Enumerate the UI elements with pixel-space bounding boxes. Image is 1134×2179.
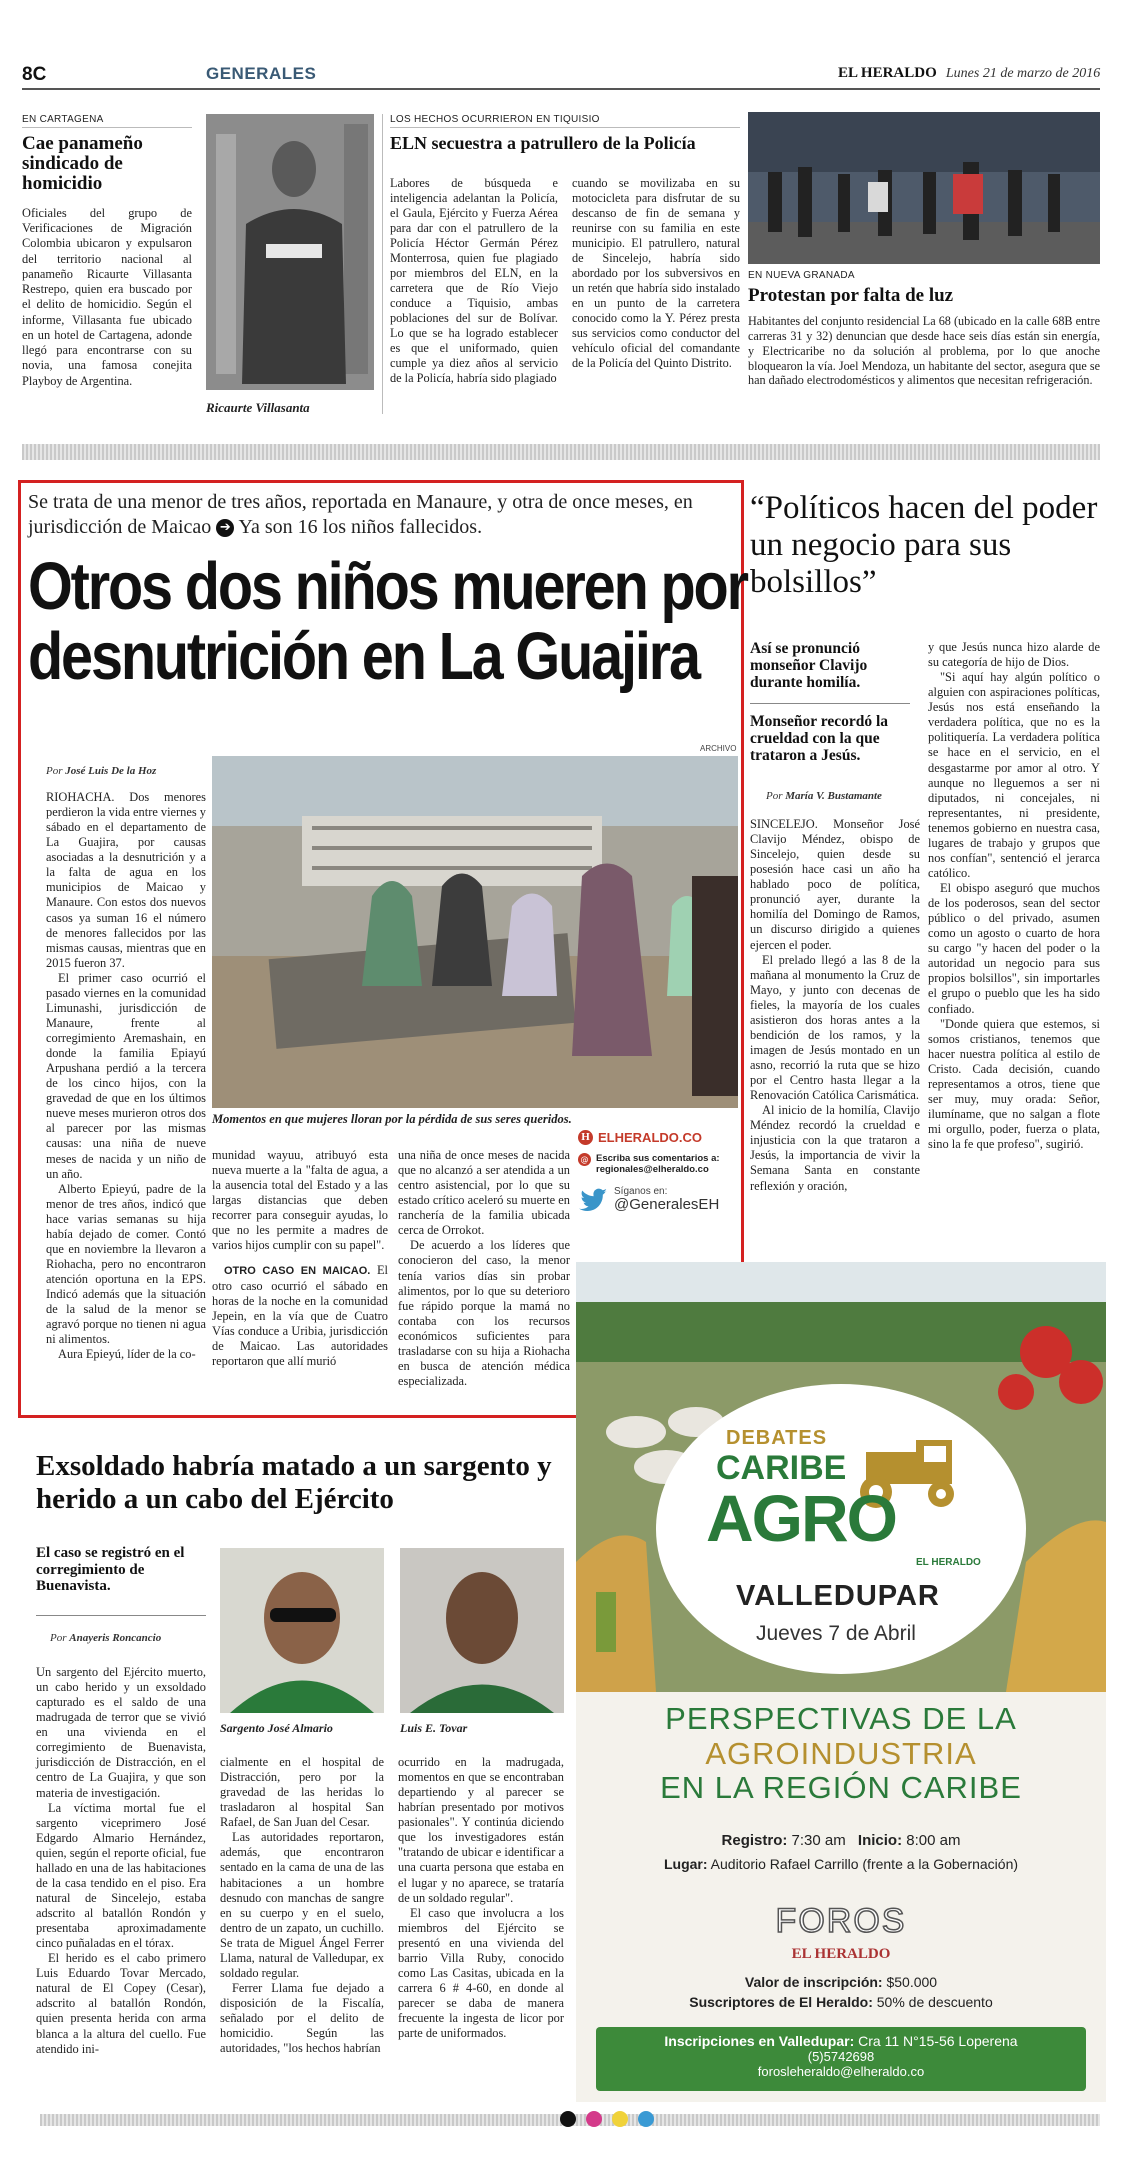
granada-body: Habitantes del conjunto residencial La 68 (ubicado en la calle 68B entre carreras 31 y 32) denuncian que desde hace seis días están sin energía, y Electricaribe no da solución al problema, por lo que anoche bloquearon la vía. Joel Mendoza, un habitante del sector, asegura que se han dañado electrodomésticos y alimentos que necesitan refrigeración. bbox=[748, 313, 1100, 388]
soldier-col3-p2: El caso que involucra a los miembros del Ejército se presentó en una vivienda del barrio Villa Ruby, conocido como Las Casitas, ubicada en la carrera 6 # 4-60, en donde al parecer se daba de manera frecuente la ingesta de licor por parte de uniformados. bbox=[398, 1905, 564, 2041]
opinion-sub1: Así se pronunció monseñor Clavijo durante homilía. bbox=[750, 640, 868, 692]
masthead bbox=[838, 62, 1100, 82]
tovar-caption: Luis E. Tovar bbox=[400, 1721, 468, 1735]
soldier-col1-p3: El herido es el cabo primero Luis Eduardo Tovar Mercado, natural de El Copey (Cesar), adscrito al batallón Rondón, quien presenta herida con arma blanca a la altura del cuello. Fue atendido ini- bbox=[36, 1951, 206, 2056]
ad-debates: DEBATES bbox=[726, 1427, 828, 1449]
soldier-byline bbox=[50, 1632, 161, 1644]
ad-registro-label: Registro: bbox=[721, 1832, 788, 1849]
opinion-byline bbox=[766, 790, 882, 802]
main-photo-caption: Momentos en que mujeres lloran por la pérdida de sus seres queridos. bbox=[212, 1112, 572, 1126]
opinion-col2-p4: "Donde quiera que estemos, si somos cristianos, tenemos que hacer nuestra política al estilo de Cristo. Cada decisión, cuando representamos a otros, tiene que ser muy, muy orada: Señor, ilumíname, que no salgan a flote mi orgullo, poder, fuerza o plata, sino la fe que profeso", sugirió. bbox=[928, 1016, 1100, 1152]
section-title: GENERALES bbox=[206, 64, 317, 83]
opinion-headline: “Políticos hacen del poder un negocio para sus bolsillos” bbox=[750, 490, 1098, 600]
tovar-portrait bbox=[400, 1548, 564, 1713]
main-col1-p1: RIOHACHA. Dos menores perdieron la vida entre viernes y sábado en el departamento de La Guajira, por causas asociadas a la desnutrición y a la falta de agua en los municipios de Maicao y Manaure. Con estos dos nuevos casos ya suman 16 el número de menores fallecidos por las mismas causas, mientras que en 2015 fueron 37. bbox=[46, 790, 206, 970]
page-number: 8C bbox=[22, 64, 47, 85]
opinion-col1-p2: El prelado llegó a las 8 de la mañana al monumento la Cruz de Mayo, y junto con decenas de fieles, la mayoría de los cuales asistieron dos horas antes a la bendición de los ramos, y la imagen de Jesús montado en un asno, recorrió la ruta que se hizo por el Centro hasta llegar a la Renovación Católica Carismática. bbox=[750, 952, 920, 1103]
ad-title-line2: AGROINDUSTRIA bbox=[705, 1735, 977, 1771]
mark-yellow-icon bbox=[612, 2111, 628, 2127]
cartagena-headline: Cae panameño sindicado de homicidio bbox=[22, 133, 143, 194]
ad-footer-email[interactable]: forosleheraldo@elheraldo.co bbox=[757, 2064, 925, 2079]
heraldo-logo-icon: H bbox=[578, 1130, 593, 1145]
ad-city: VALLEDUPAR bbox=[736, 1580, 940, 1612]
opinion-sub2: Monseñor recordó la crueldad con la que trataron a Jesús. bbox=[750, 713, 889, 765]
main-headline-line2: desnutrición en La Guajira bbox=[28, 619, 699, 695]
granada-brief bbox=[748, 270, 1100, 388]
ad-caribe: CARIBE bbox=[716, 1449, 847, 1487]
soldier-col2-p1: cialmente en el hospital de Distracción, pero por la gravedad de las heridas lo trasladaron al hospital San Rafael, de San Juan del Cesar. bbox=[220, 1755, 384, 1830]
main-col1-p3: Alberto Epieyú, padre de la menor de tres años, indicó que hace varias semanas su hija había dejado de comer. Contó que en noviembre la llevaron a Riohacha, pero no encontraron atención oportuna en la EPS. Indicó además que la situación de la salud de la menor se agravó porque no tienen ni agua ni alimentos. bbox=[46, 1181, 206, 1347]
deck-text: Se trata de una menor de tres años, reportada en Manaure, y otra de once meses, en jurisdicción de Maicao bbox=[28, 491, 693, 538]
main-col1-p2: El primer caso ocurrió el pasado viernes en la comunidad Limunashi, jurisdicción de Manaure, frente al corregimiento Aremashain, en donde la familia Epiayú Arpushana perdió a la tercera de los cinco hijos, con la gravedad de que en los últimos nueve meses murieron otros dos al parecer por las mismas causas: una niña de nueve meses de nacida y un niño de un año. bbox=[46, 970, 206, 1181]
granada-headline: Protestan por falta de luz bbox=[748, 285, 954, 306]
soldier-col3-p1: ocurrido en la madrugada, momentos en que se encontraban departiendo y al parecer se habrían presentado por motivos pasionales". Y continúa diciendo que los investigadores están "tratando de ubicar e identificar a una cuarta persona que estaba en el lugar y no aparece, se trataría de un soldado regular". bbox=[398, 1755, 564, 1905]
opinion-sub-rule bbox=[750, 703, 910, 704]
ad-lugar bbox=[576, 1856, 1106, 1872]
site-link[interactable]: ELHERALDO.CO bbox=[598, 1130, 702, 1145]
main-col2-p1: munidad wayuu, atribuyó esta nueva muerte a la "falta de agua, a la ausencia total del Estado y a las largas distancias que deben recorrer para conseguir ayudas, lo que no les permite a madres de varios hijos cumplir con su papel". bbox=[212, 1148, 388, 1253]
byline-prefix: Por bbox=[50, 1632, 67, 1644]
ad-price bbox=[576, 1974, 1106, 1990]
protest-photo bbox=[748, 112, 1100, 264]
twitter-icon bbox=[578, 1188, 608, 1212]
eln-brief bbox=[390, 114, 740, 153]
soldier-col2-p2: Las autoridades reportaron, además, que encontraron sentado en la cama de una de las habitaciones a un hombre desnudo con manchas de sangre en su cuerpo y en el suelo, dentro de un zapato, un cuchillo. Se trata de Miguel Ángel Ferrer Llama, natural de Valledupar, ex soldado regular. bbox=[220, 1830, 384, 1980]
comment-icon: @ bbox=[578, 1153, 591, 1166]
mark-magenta-icon bbox=[586, 2111, 602, 2127]
soldier-sub-rule bbox=[36, 1615, 206, 1616]
ad-inicio-time: 8:00 am bbox=[906, 1832, 961, 1849]
ad-price-label: Valor de inscripción: bbox=[744, 1974, 883, 1990]
main-byline bbox=[46, 765, 156, 777]
soldier-col3 bbox=[398, 1755, 564, 2041]
soldier-col1-p2: La víctima mortal fue el sargento viceprimero José Edgardo Almario Hernández, quien, según el reporte oficial, fue hallado en una de las habitaciones de la casa tendido en el piso. Era natural de Sincelejo, estaba adscrito al batallón Rondón y presentaba aproximadamente cinco puñaladas en el tórax. bbox=[36, 1800, 206, 1951]
cartagena-brief bbox=[22, 114, 192, 389]
mark-cyan-icon bbox=[638, 2111, 654, 2127]
opinion-col2-p2: "Si aquí hay algún político o alguien con aspiraciones políticas, Jesús nos está enseñando la verdadera política, que no es la politiquería. La verdadera política se hace en el servicio, en el desgastarme por amor al otro. Y aunque no lleguemos a ser ni diputados, ni concejales, ni representantes, ni presidente, tenemos gobierno en nuestra casa, lugares de trabajo y grupos que nos confían", sentenció el jerarca católico. bbox=[928, 670, 1100, 880]
eln-col2: cuando se movilizaba en su motocicleta para disfrutar de su descanso de fin de semana y reunirse con su familia en este municipio. El patrullero, natural de Sincelejo, habría sido abordado por los subversivos en un retén que habría sido instalado en un punto de la carretera conocido como la Y. Pérez presta sus servicios como conductor del vehículo oficial del comandante de la Policía del Quinto Distrito. bbox=[572, 176, 740, 370]
twitter-handle[interactable]: @GeneralesEH bbox=[614, 1195, 720, 1213]
masthead-name: EL HERALDO bbox=[838, 65, 937, 81]
main-col3-p2: De acuerdo a los líderes que conocieron del caso, la menor tenía varios días sin probar alimentos, por lo que su deterioro fue rápido porque la mamá no contaba con los recursos económicos suficientes para trasladarse con su hija a Riohacha en busca de atención médica especializada. bbox=[398, 1238, 570, 1388]
ad-schedule bbox=[576, 1832, 1106, 1849]
ad-brand: EL HERALDO bbox=[916, 1557, 981, 1568]
granada-kicker: EN NUEVA GRANADA bbox=[748, 270, 855, 281]
byline-prefix: Por bbox=[46, 765, 63, 777]
sargento-caption: Sargento José Almario bbox=[220, 1721, 333, 1735]
main-headline-line1: Otros dos niños mueren por bbox=[28, 549, 747, 624]
comments-label: Escriba sus comentarios a: bbox=[596, 1153, 720, 1164]
byline-author: Anayeris Roncancio bbox=[69, 1632, 162, 1644]
soldier-col1-p1: Un sargento del Ejército muerto, un cabo herido y un exsoldado capturado es el saldo de una madrugada de terror que se vivió en una vivienda en el corregimiento de Buenavista, jurisdicción de Distracción, en el centro de La Guajira, y que son materia de investigación. bbox=[36, 1665, 206, 1800]
ad-subs-value: 50% de descuento bbox=[876, 1994, 993, 2010]
ad-inicio-label: Inicio: bbox=[857, 1832, 903, 1849]
ad-footer bbox=[596, 2027, 1086, 2091]
mark-black-icon bbox=[560, 2111, 576, 2127]
registration-marks bbox=[560, 2111, 654, 2127]
ad-foros-brand: EL HERALDO bbox=[791, 1946, 891, 1962]
main-col1 bbox=[46, 790, 206, 1362]
twitter-label: Síganos en: bbox=[614, 1185, 668, 1197]
header-rule bbox=[22, 88, 1100, 90]
opinion-col1 bbox=[750, 817, 920, 1194]
ad-footer-address: Cra 11 N°15-56 Loperena bbox=[858, 2033, 1018, 2049]
ad-title-line1: PERSPECTIVAS DE LA bbox=[665, 1701, 1017, 1736]
ad-lugar-value: Auditorio Rafael Carrillo (frente a la Gobernación) bbox=[710, 1856, 1019, 1872]
opinion-col1-p1: SINCELEJO. Monseñor José Clavijo Méndez, obispo de Sincelejo, quien desde su posesión hace casi un año ha hablado poco de política, pronunció ayer, durante la homilía del Domingo de Ramos, un discurso dirigido a quienes ejercen el poder. bbox=[750, 817, 920, 952]
section-band bbox=[22, 444, 1100, 460]
soldier-col2 bbox=[220, 1755, 384, 2056]
main-col2 bbox=[212, 1148, 388, 1369]
ad-subs-label: Suscriptores de El Heraldo: bbox=[689, 1994, 873, 2010]
main-col3-p1: una niña de once meses de nacida que no alcanzó a ser atendida a un centro asistencial, por lo que su estado crítico aceleró su muerte en ranchería de la familia ubicada cerca de Orrokot. bbox=[398, 1148, 570, 1238]
mugshot-illustration bbox=[206, 114, 374, 390]
ad-lugar-label: Lugar: bbox=[663, 1856, 708, 1872]
opinion-col2 bbox=[928, 640, 1100, 1152]
deck-highlight: Ya son 16 los niños fallecidos. bbox=[238, 516, 483, 538]
issue-date: Lunes 21 de marzo de 2016 bbox=[945, 66, 1101, 81]
ad-date: Jueves 7 de Abril bbox=[756, 1622, 916, 1645]
cartagena-photo bbox=[206, 114, 374, 390]
soldier-col1 bbox=[36, 1665, 206, 2057]
main-story-deck bbox=[28, 490, 734, 540]
ad-subs bbox=[576, 1994, 1106, 2010]
main-col3 bbox=[398, 1148, 570, 1389]
soldier-headline: Exsoldado habría matado a un sargento y herido a un cabo del Ejército bbox=[36, 1450, 552, 1516]
opinion-col1-p3: Al inicio de la homilía, Clavijo Méndez recordó la crueldad e injusticia con la que trataron a Jesús, la importancia de vivir la Semana Santa en constante reflexión y oración, bbox=[750, 1103, 920, 1193]
cartagena-photo-caption: Ricaurte Villasanta bbox=[206, 400, 310, 415]
byline-author: José Luis De la Hoz bbox=[65, 765, 157, 777]
ad-registro-time: 7:30 am bbox=[791, 1832, 846, 1849]
grieving-women-illustration bbox=[212, 756, 738, 1108]
sargento-photo bbox=[220, 1548, 384, 1713]
byline-author: María V. Bustamante bbox=[785, 790, 882, 802]
ad-footer-phone: (5)5742698 bbox=[807, 2049, 875, 2064]
cartagena-body: Oficiales del grupo de Verificaciones de Migración Colombia ubicaron y expulsaron del territorio nacional al panameño Ricaurte Villasanta Restrepo, quien era buscado por el delito de homicidio. Según el informe, Villasanta fue ubicado en un hotel de Cartagena, adonde llegó para encontrarse con su novia, una famosa conejita Playboy de Argentina. bbox=[22, 205, 192, 388]
comments-email[interactable]: regionales@elheraldo.co bbox=[596, 1164, 709, 1176]
eln-col1: Labores de búsqueda e inteligencia adelantan la Policía, el Gaula, Ejército y Fuerza Aérea para dar con el patrullero de la Policía Héctor Germán Pérez Monterrosa, quien fue plagiado por miembros del ELN, en la carretera que de Río Viejo conduce a Tiquisio, ambas poblaciones del sur de Bolívar. Lo que se ha logrado establecer es que el uniformado, quien cumple ya diez años al servicio de la Policía, habría sido plagiado bbox=[390, 176, 558, 385]
comments-promo bbox=[578, 1130, 738, 1213]
foros-advertisement[interactable] bbox=[576, 1262, 1106, 2102]
ad-price-value: $50.000 bbox=[886, 1974, 938, 1990]
opinion-col2-p3: El obispo aseguró que muchos de los poderosos, sean del sector público o del privado, asumen como un agosto o cuarto de hora su cargo "y hacen del poder o la autoridad un negocio para sus propios bolsillos", sin importarles el grupo o pueblo que les ha sido confiado. bbox=[928, 881, 1100, 1016]
sargento-portrait bbox=[220, 1548, 384, 1713]
soldier-col2-p3: Ferrer Llama fue dejado a disposición de la Fiscalía, señalado por el delito de homicidio. Según las autoridades, "los hechos habrían bbox=[220, 1980, 384, 2056]
eln-kicker: LOS HECHOS OCURRIERON EN TIQUISIO bbox=[390, 114, 740, 128]
soldier-sub: El caso se registró en el corregimiento de Buenavista. bbox=[36, 1545, 185, 1594]
main-headline bbox=[28, 549, 747, 695]
ad-title-line3: EN LA REGIÓN CARIBE bbox=[660, 1770, 1022, 1806]
ad-title bbox=[576, 1702, 1106, 1806]
main-col2-subhead: OTRO CASO EN MAICAO. bbox=[224, 1265, 371, 1278]
main-photo bbox=[212, 756, 738, 1108]
column-divider bbox=[382, 114, 383, 414]
ad-foros-logo: FOROS bbox=[775, 1902, 907, 1940]
arrow-right-icon: ➔ bbox=[216, 519, 234, 537]
byline-prefix: Por bbox=[766, 790, 783, 802]
main-col2-p2: El otro caso ocurrió el sábado en horas de la noche en la comunidad Jepein, en la vía que de Cuatro Vías conduce a Uribia, jurisdicción de Maicao. Las autoridades reportaron que allí murió bbox=[212, 1263, 388, 1369]
tovar-photo bbox=[400, 1548, 564, 1713]
main-col1-p4: Aura Epieyú, líder de la co- bbox=[58, 1347, 196, 1362]
opinion-col2-p1: y que Jesús nunca hizo alarde de su categoría de hijo de Dios. bbox=[928, 640, 1100, 670]
ad-agro: AGRO bbox=[706, 1481, 896, 1555]
eln-headline: ELN secuestra a patrullero de la Policía bbox=[390, 133, 696, 153]
archive-label: ARCHIVO bbox=[700, 744, 737, 753]
ad-footer-label: Inscripciones en Valledupar: bbox=[664, 2033, 855, 2049]
protest-illustration bbox=[748, 112, 1100, 264]
cartagena-kicker: EN CARTAGENA bbox=[22, 114, 192, 128]
